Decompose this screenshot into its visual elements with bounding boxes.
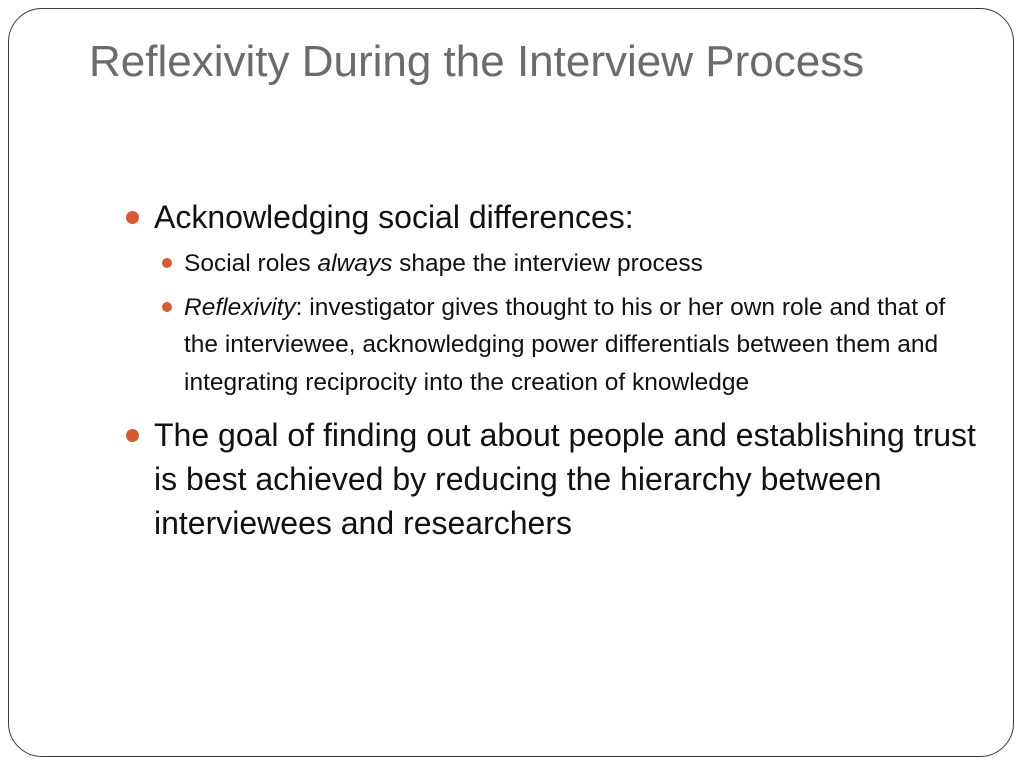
slide-frame — [8, 8, 1014, 757]
sub-bullet-list — [126, 245, 986, 401]
bullet-dot-icon — [126, 429, 139, 442]
slide-title: Reflexivity During the Interview Process — [89, 37, 865, 86]
bullet-dot-icon — [126, 211, 139, 224]
sub-bullet-social-roles — [162, 245, 986, 283]
sub-bullet-dot-icon — [162, 258, 172, 268]
slide-body — [126, 195, 986, 551]
sub-bullet-text-after: shape the interview process — [392, 250, 703, 277]
bullet-text: The goal of finding out about people and establishing trust is best achieved by reducing the hierarchy between interviewees and researchers — [154, 417, 976, 541]
bullet-acknowledging-social-differences — [126, 195, 986, 239]
sub-bullet-dot-icon — [162, 302, 172, 312]
sub-bullet-text-italic: always — [317, 250, 393, 277]
bullet-goal-statement — [126, 413, 986, 545]
sub-bullet-reflexivity — [162, 289, 986, 402]
sub-bullet-term-italic: Reflexivity — [184, 293, 296, 321]
sub-bullet-text-before: Social roles — [184, 250, 318, 277]
bullet-text: Acknowledging social differences: — [154, 199, 634, 235]
sub-bullet-definition: : investigator gives thought to his or her own role and that of the interviewee, acknowledging power differentials between them and integrating reciprocity into the creation of knowledge — [184, 293, 946, 396]
